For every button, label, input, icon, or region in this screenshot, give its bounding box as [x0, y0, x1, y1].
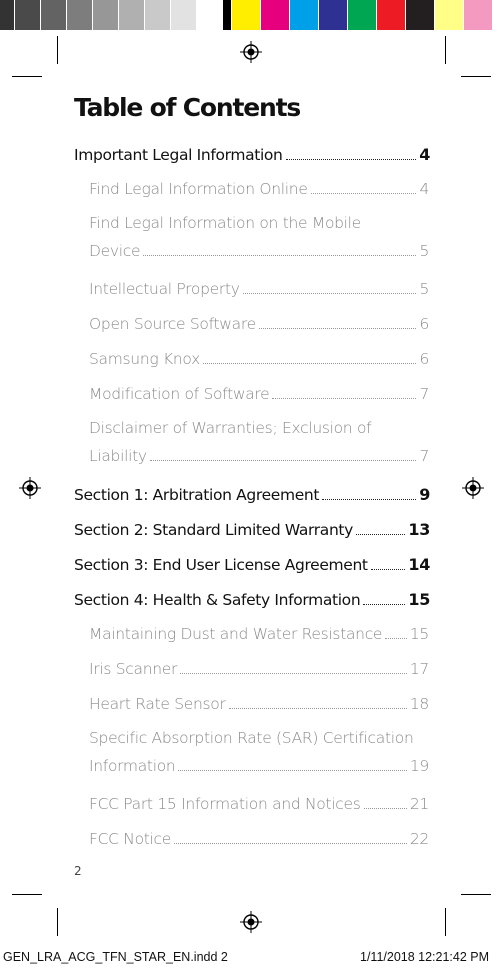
color-swatch	[319, 0, 348, 30]
toc-subsection-entry[interactable]	[89, 350, 429, 368]
color-swatch	[119, 0, 145, 30]
toc-page-number: 21	[409, 795, 429, 813]
toc-subsection-entry[interactable]	[89, 180, 429, 198]
dot-leader	[243, 292, 417, 294]
toc-page-number: 15	[409, 625, 429, 643]
color-swatch	[464, 0, 493, 30]
crop-mark	[57, 36, 58, 64]
crop-mark	[461, 894, 491, 895]
dot-leader	[322, 498, 416, 500]
toc-entry-text: Iris Scanner	[89, 660, 178, 678]
toc-subsection-entry[interactable]	[89, 280, 429, 298]
toc-subsection-entry[interactable]	[89, 315, 429, 333]
toc-entry-text: Important Legal Information	[74, 146, 283, 164]
toc-page-number: 4	[419, 145, 430, 164]
page-number: 2	[74, 864, 82, 878]
toc-entry-text-line1: Find Legal Information on the Mobile	[89, 214, 361, 232]
dot-leader	[311, 192, 417, 194]
dot-leader	[174, 842, 407, 844]
toc-entry-text: FCC Notice	[89, 830, 172, 848]
toc-page-number: 7	[419, 385, 429, 403]
dot-leader	[356, 533, 405, 535]
slug-timestamp: 1/11/2018 12:21:42 PM	[360, 950, 490, 964]
color-swatch	[223, 0, 232, 30]
toc-page-number: 4	[419, 180, 429, 198]
toc-section-entry[interactable]	[74, 485, 430, 504]
toc-entry-text: Section 4: Health & Safety Information	[74, 591, 361, 609]
toc-section-entry[interactable]	[74, 555, 430, 574]
toc-section-entry[interactable]	[74, 145, 430, 164]
color-swatch	[261, 0, 290, 30]
color-swatch	[0, 0, 15, 30]
color-swatch	[435, 0, 464, 30]
registration-mark-icon	[462, 477, 484, 499]
dot-leader	[371, 568, 406, 570]
dot-leader	[286, 158, 417, 160]
color-swatch	[171, 0, 197, 30]
crop-mark	[12, 76, 42, 77]
dot-leader	[385, 637, 407, 639]
dot-leader	[203, 362, 416, 364]
dot-leader	[150, 459, 417, 461]
toc-subsection-entry[interactable]	[89, 695, 429, 713]
toc-entry-text-line1: Disclaimer of Warranties; Exclusion of	[89, 419, 372, 437]
dot-leader	[229, 707, 407, 709]
registration-mark-icon	[240, 41, 262, 63]
toc-entry-text-line1: Specific Absorption Rate (SAR) Certification	[89, 729, 414, 747]
dot-leader	[180, 672, 407, 674]
toc-page-number: 22	[409, 830, 429, 848]
toc-page-number: 9	[419, 485, 430, 504]
toc-entry-text: Modification of Software	[89, 385, 270, 403]
crop-mark	[461, 76, 491, 77]
dot-leader	[364, 807, 407, 809]
toc-page-number: 5	[419, 242, 429, 260]
toc-page-number: 18	[409, 695, 429, 713]
registration-mark-icon	[240, 911, 262, 933]
toc-subsection-entry[interactable]	[89, 830, 429, 848]
toc-section-entry[interactable]	[74, 590, 430, 609]
color-swatch	[41, 0, 67, 30]
color-swatch	[290, 0, 319, 30]
toc-page-number: 17	[409, 660, 429, 678]
toc-entry-text: Section 3: End User License Agreement	[74, 556, 368, 574]
toc-entry-text: Open Source Software	[89, 315, 256, 333]
toc-subsection-entry[interactable]	[89, 385, 429, 403]
toc-entry-text: Device	[89, 242, 141, 260]
dot-leader	[363, 603, 405, 605]
toc-entry-text: Samsung Knox	[89, 350, 200, 368]
toc-subsection-entry[interactable]	[89, 419, 429, 465]
toc-page-number: 5	[419, 280, 429, 298]
slug-filename: GEN_LRA_ACG_TFN_STAR_EN.indd 2	[3, 950, 228, 964]
toc-entry-text: FCC Part 15 Information and Notices	[89, 795, 361, 813]
color-swatch	[67, 0, 93, 30]
color-swatch	[406, 0, 435, 30]
toc-subsection-entry[interactable]	[89, 660, 429, 678]
color-swatch	[197, 0, 223, 30]
toc-subsection-entry[interactable]	[89, 729, 429, 775]
color-calibration-bar	[0, 0, 503, 30]
dot-leader	[143, 254, 416, 256]
dot-leader	[178, 769, 406, 771]
crop-mark	[445, 36, 446, 64]
toc-entry-text: Heart Rate Sensor	[89, 695, 226, 713]
toc-page-number: 14	[408, 555, 430, 574]
toc-entry-text: Find Legal Information Online	[89, 180, 308, 198]
color-swatch	[377, 0, 406, 30]
dot-leader	[259, 327, 417, 329]
toc-entry-text: Information	[89, 757, 176, 775]
toc-section-entry[interactable]	[74, 520, 430, 539]
toc-page-number: 6	[419, 350, 429, 368]
toc-subsection-entry[interactable]	[89, 625, 429, 643]
toc-subsection-entry[interactable]	[89, 795, 429, 813]
color-swatch	[348, 0, 377, 30]
toc-page-number: 15	[408, 590, 430, 609]
page-title: Table of Contents	[74, 93, 301, 122]
crop-mark	[445, 908, 446, 936]
toc-entry-text: Section 2: Standard Limited Warranty	[74, 521, 353, 539]
registration-mark-icon	[19, 477, 41, 499]
color-swatch	[145, 0, 171, 30]
color-swatch	[93, 0, 119, 30]
toc-page-number: 19	[409, 757, 429, 775]
crop-mark	[12, 894, 42, 895]
dot-leader	[272, 397, 416, 399]
toc-page-number: 13	[408, 520, 430, 539]
toc-page-number: 7	[419, 447, 429, 465]
color-swatch	[15, 0, 41, 30]
toc-entry-text: Section 1: Arbitration Agreement	[74, 486, 320, 504]
toc-page-number: 6	[419, 315, 429, 333]
toc-entry-text: Intellectual Property	[89, 280, 240, 298]
toc-subsection-entry[interactable]	[89, 214, 429, 260]
color-swatch	[232, 0, 261, 30]
toc-entry-text: Maintaining Dust and Water Resistance	[89, 625, 383, 643]
toc-entry-text: Liability	[89, 447, 147, 465]
crop-mark	[57, 908, 58, 936]
